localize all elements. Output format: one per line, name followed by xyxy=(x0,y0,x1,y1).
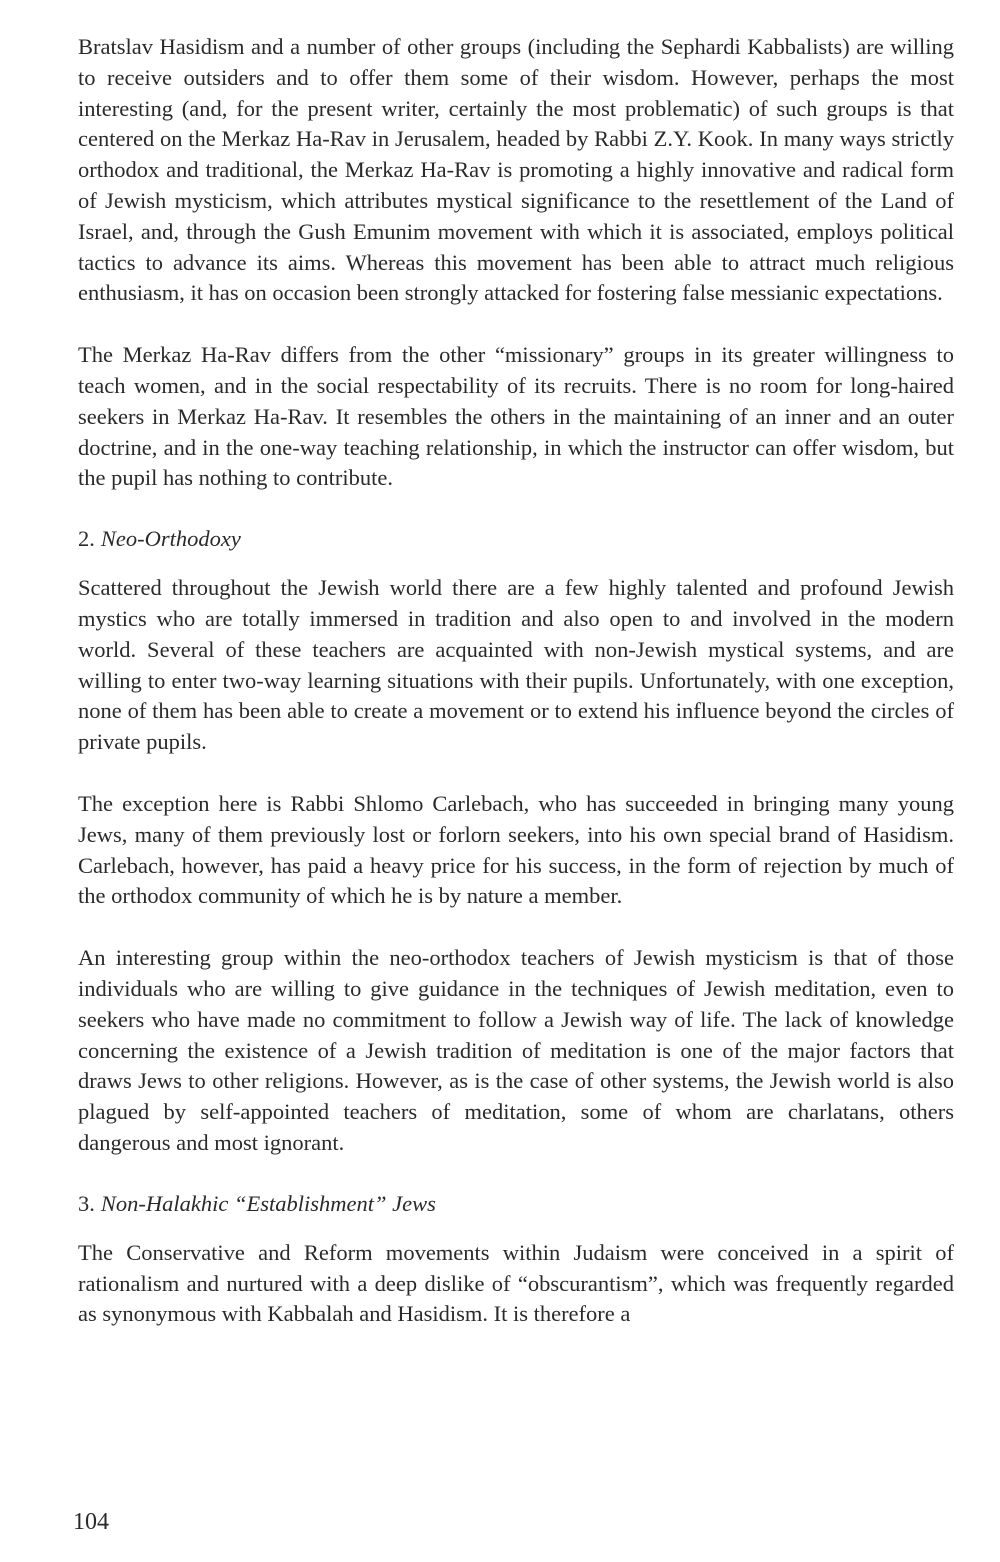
section-number: 2. xyxy=(78,526,95,552)
page-content xyxy=(78,32,954,1330)
section-title: Neo-Orthodoxy xyxy=(100,526,241,552)
paragraph-carlebach: The exception here is Rabbi Shlomo Carlebach, who has succeeded in bringing many young Jews, many of them previously lost or forlorn seekers, into his own special brand of Hasidism. Carlebach, however, has paid a heavy price for his success, in the form of rejection by much of the orthodox community of which he is by nature a member. xyxy=(78,790,954,909)
section-heading-neo-orthodoxy xyxy=(78,524,954,554)
section-title: Non-Halakhic “Establishment” Jews xyxy=(100,1190,436,1216)
paragraph-jewish-meditation: An interesting group within the neo-orthodox teachers of Jewish mysticism is that of those individuals who are willing to give guidance in the techniques of Jewish meditation, even to seekers who have made no commitment to follow a Jewish way of life. The lack of knowledge concerning the existence of a Jewish tradition of meditation is one of the major factors that draws Jews to other religions. However, as is the case of other systems, the Jewish world is also plagued by self-appointed teachers of meditation, some of whom are charlatans, others dangerous and most ignorant. xyxy=(78,945,954,1155)
section-number: 3. xyxy=(78,1190,95,1216)
paragraph-scattered-mystics: Scattered throughout the Jewish world there are a few highly talented and profound Jewish mystics who are totally immersed in tradition and also open to and involved in the modern world. Several of these teachers are acquainted with non-Jewish mystical systems, and are willing to enter two-way learning situations with their pupils. Unfortunately, with one exception, none of them has been able to create a movement or to extend his influence beyond the circles of private pupils. xyxy=(78,575,954,755)
page-number: 104 xyxy=(73,1509,109,1535)
paragraph-conservative-reform: The Conservative and Reform movements within Judaism were conceived in a spirit of rationalism and nurtured with a deep dislike of “obscurantism”, which was frequently regarded as synonymous with Kabbalah and Hasidism. It is therefore a xyxy=(78,1239,954,1327)
paragraph-bratslav-merkaz: Bratslav Hasidism and a number of other groups (including the Sephardi Kabbalists) are willing to receive outsiders and to offer them some of their wisdom. However, perhaps the most interesting (and, for the present writer, certainly the most problematic) of such groups is that centered on the Merkaz Ha-Rav in Jerusalem, headed by Rabbi Z.Y. Kook. In many ways strictly orthodox and traditional, the Merkaz Ha-Rav is promoting a highly innovative and radical form of Jewish mysticism, which attributes mystical significance to the resettlement of the Land of Israel, and, through the Gush Emunim movement with which it is associated, employs political tactics to advance its aims. Whereas this movement has been able to attract much religious enthusiasm, it has on occasion been strongly attacked for fostering false messianic expectations. xyxy=(78,34,954,306)
paragraph-merkaz-differences: The Merkaz Ha-Rav differs from the other “missionary” groups in its greater willingness to teach women, and in the social respectability of its recruits. There is no room for long-haired seekers in Merkaz Ha-Rav. It resembles the others in the maintaining of an inner and an outer doctrine, and in the one-way teaching relationship, in which the instructor can offer wisdom, but the pupil has nothing to contribute. xyxy=(78,342,954,491)
section-heading-non-halakhic xyxy=(78,1189,954,1219)
